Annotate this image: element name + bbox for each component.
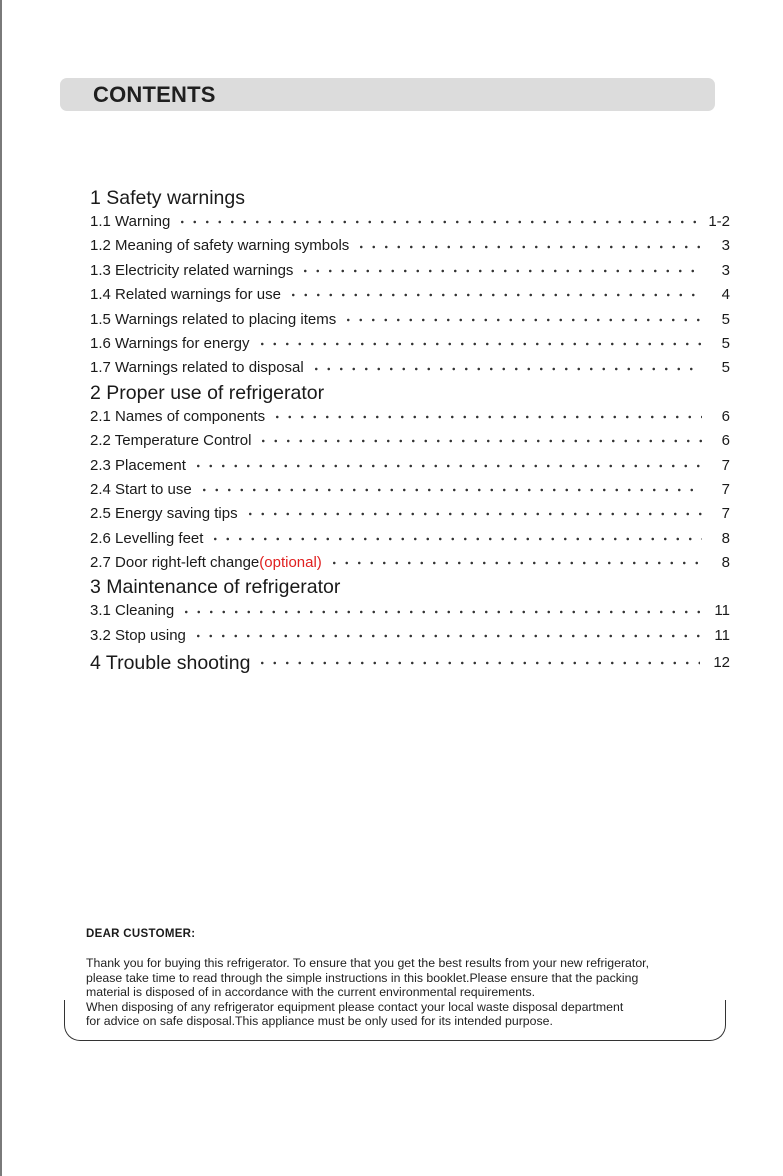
notice-body: [86, 956, 736, 1029]
dot-leader: [257, 438, 702, 444]
toc-entry[interactable]: [90, 283, 730, 307]
toc-entry[interactable]: [90, 527, 730, 551]
toc-entry-page: 3: [721, 261, 730, 279]
customer-notice: [86, 928, 736, 1029]
toc-entry-page: 4: [721, 286, 730, 304]
section-heading-maintenance: 3 Maintenance of refrigerator: [90, 576, 341, 599]
toc-entry-label: 2.3 Placement: [90, 456, 186, 474]
dot-leader: [192, 633, 702, 639]
toc-entry[interactable]: [90, 405, 730, 429]
toc-entry-page: 11: [714, 626, 730, 644]
toc-entry-label: 2.4 Start to use: [90, 480, 192, 498]
toc-entry-page: 7: [721, 480, 730, 498]
notice-heading: DEAR CUSTOMER:: [86, 928, 196, 940]
toc-entry-label: 1.2 Meaning of safety warning symbols: [90, 237, 350, 255]
contents-header-bar: [60, 78, 715, 111]
toc-entry-label: 1.7 Warnings related to disposal: [90, 359, 304, 377]
toc-entry-label: 2.2 Temperature Control: [90, 432, 252, 450]
toc-entry-page: 1-2: [708, 213, 730, 230]
toc-entry-label: 1.6 Warnings for energy: [90, 334, 250, 352]
toc-entry-page: 6: [721, 407, 730, 425]
dot-leader: [299, 268, 702, 274]
dot-leader: [256, 660, 700, 666]
toc-entry[interactable]: [90, 308, 730, 332]
toc-entry[interactable]: [90, 356, 730, 380]
toc-entry-label: 4 Trouble shooting: [90, 652, 251, 675]
toc-entry-page: 11: [714, 602, 730, 620]
section-heading-safety: 1 Safety warnings: [90, 187, 246, 209]
toc-entry[interactable]: [90, 259, 730, 283]
dot-leader: [310, 366, 702, 372]
dot-leader: [256, 341, 702, 347]
toc-entry-page: 7: [721, 505, 730, 523]
toc-entry-label: [90, 551, 326, 575]
toc-entry[interactable]: [90, 454, 730, 478]
dot-leader: [244, 511, 702, 517]
toc-entry-page: 6: [721, 432, 730, 450]
toc-entry[interactable]: [90, 624, 730, 648]
section-heading-proper-use: 2 Proper use of refrigerator: [90, 381, 325, 404]
dot-leader: [287, 292, 702, 298]
toc-entry-page: 5: [721, 359, 730, 377]
dot-leader: [180, 609, 702, 615]
toc-entry-label: 2.1 Names of components: [90, 407, 266, 425]
toc-entry-page: 12: [713, 654, 730, 672]
toc-entry-label: 2.6 Levelling feet: [90, 529, 204, 547]
notice-line: Thank you for buying this refrigerator. To ensure that you get the best results from your new refrigerator,: [86, 956, 649, 970]
toc-entry-label: 3.1 Cleaning: [90, 602, 175, 620]
notice-line: material is disposed of in accordance with the current environmental requirements.: [86, 985, 536, 1000]
notice-line: please take time to read through the simple instructions in this booklet.Please ensure that the packing: [86, 970, 639, 985]
toc-entry-trouble-shooting[interactable]: [90, 648, 730, 678]
optional-tag: (optional): [259, 554, 322, 572]
toc-entry-label: 1.5 Warnings related to placing items: [90, 310, 337, 328]
toc-entry[interactable]: [90, 478, 730, 502]
toc-entry-label: 2.5 Energy saving tips: [90, 505, 238, 523]
toc-entry-label-main: 2.7 Door right-left change: [90, 554, 260, 572]
dot-leader: [176, 219, 702, 225]
toc-entry[interactable]: [90, 210, 730, 234]
dot-leader: [342, 317, 702, 323]
toc-entry-label: 1.4 Related warnings for use: [90, 286, 281, 304]
toc-entry-page: 5: [721, 310, 730, 328]
toc-entry[interactable]: [90, 332, 730, 356]
toc-entry-page: 3: [721, 237, 730, 255]
dot-leader: [209, 536, 702, 542]
toc-entry-page: 5: [721, 334, 730, 352]
notice-line: for advice on safe disposal.This appliance must be only used for its intended purpose.: [86, 1014, 553, 1029]
toc-entry[interactable]: [90, 599, 730, 623]
table-of-contents: [90, 186, 730, 678]
dot-leader: [198, 487, 702, 493]
toc-entry-label: 1.1 Warning: [90, 213, 171, 230]
toc-entry[interactable]: [90, 429, 730, 453]
toc-entry-label: 3.2 Stop using: [90, 626, 186, 644]
dot-leader: [328, 560, 702, 566]
dot-leader: [192, 463, 702, 469]
dot-leader: [271, 414, 702, 420]
toc-entry[interactable]: [90, 234, 730, 258]
toc-entry[interactable]: [90, 502, 730, 526]
toc-entry-page: 8: [721, 554, 730, 572]
toc-entry[interactable]: [90, 551, 730, 575]
notice-line: When disposing of any refrigerator equipment please contact your local waste disposal department: [86, 999, 624, 1014]
page-left-edge: [0, 0, 2, 1176]
toc-entry-page: 7: [721, 456, 730, 474]
page-title: CONTENTS: [93, 82, 216, 107]
dot-leader: [355, 244, 702, 250]
toc-entry-page: 8: [721, 529, 730, 547]
toc-entry-label: 1.3 Electricity related warnings: [90, 261, 294, 279]
